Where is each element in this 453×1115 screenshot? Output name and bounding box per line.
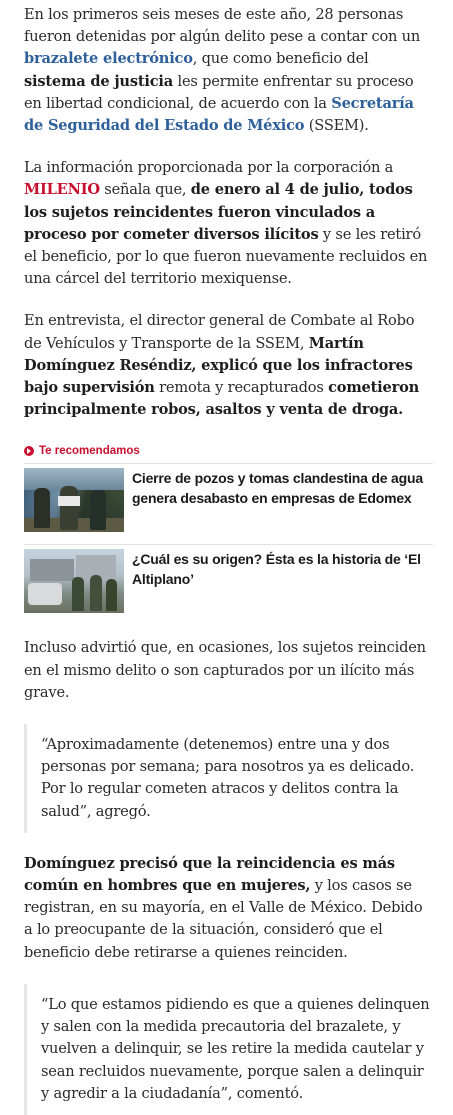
- text: , que como beneficio del: [192, 50, 369, 68]
- text: señala que,: [99, 181, 191, 199]
- bold-text: de enero al 4 de julio, todos los sujetos reincidentes fueron vinculados a proceso por cometer diversos ilícitos: [24, 181, 413, 243]
- text: les permite enfrentar su proceso en libertad condicional, de acuerdo con la: [24, 72, 414, 112]
- link-brazalete-electronico[interactable]: brazalete electrónico: [24, 50, 193, 68]
- paragraph-4: Incluso advirtió que, en ocasiones, los sujetos reinciden en el mismo delito o son capturados por un ilícito más grave.: [24, 639, 426, 701]
- bold-text: Martín Domínguez Reséndiz, explicó que los infractores bajo supervisión: [24, 334, 413, 397]
- bold-text: Domínguez precisó que la reincidencia es más común en hombres que en mujeres,: [24, 854, 395, 895]
- play-circle-icon: [24, 446, 34, 456]
- paragraph-5: [24, 853, 433, 964]
- recommended-header: [24, 443, 433, 459]
- recommended-thumbnail[interactable]: [24, 549, 124, 613]
- text: y los casos se registran, en su mayoría, en el Valle de México. Debido a lo preocupante de la situación, consideró que el beneficio debe retirarse a quienes reinciden.: [24, 877, 423, 961]
- blockquote: [24, 724, 433, 833]
- text: La información proporcionada por la corporación a: [24, 159, 394, 177]
- paragraph-1: [24, 0, 433, 137]
- link-ssem[interactable]: Secretaría de Seguridad del Estado de México: [24, 94, 414, 135]
- bold-text: cometieron principalmente robos, asaltos y venta de droga.: [24, 379, 420, 419]
- text: y se les retiró el beneficio, por lo que fueron nuevamente recluidos en una cárcel del territorio mexiquense.: [24, 225, 428, 288]
- text: (SSEM).: [304, 117, 369, 135]
- blockquote: [24, 984, 433, 1115]
- recommended-thumbnail[interactable]: [24, 468, 124, 532]
- quote-text: “Aproximadamente (detenemos) entre una y dos personas por semana; para nosotros ya es delicado. Por lo regular cometen atracos y delitos contra la salud”, agregó.: [41, 736, 415, 820]
- quote-text: “Lo que estamos pidiendo es que a quienes delinquen y salen con la medida precautoria del brazalete, y vuelven a delinquir, se les retire la medida cautelar y sean recluidos nuevamente, porque salen a delinquir y agredir a la ciudadanía”, comentó.: [41, 995, 430, 1102]
- recommended-title[interactable]: Cierre de pozos y tomas clandestina de agua genera desabasto en empresas de Edomex: [132, 470, 423, 507]
- paragraph-2: [24, 157, 433, 290]
- text: En entrevista, el director general de Combate al Robo de Vehículos y Transporte de la SSEM,: [24, 312, 415, 352]
- link-milenio[interactable]: MILENIO: [24, 181, 100, 199]
- recommended-title[interactable]: ¿Cuál es su origen? Ésta es la historia de ‘El Altiplano’: [132, 551, 421, 588]
- recommended-item[interactable]: [24, 544, 433, 613]
- text: remota y recapturados: [154, 379, 329, 397]
- recommended-header-label: Te recomendamos: [39, 445, 140, 458]
- text: En los primeros seis meses de este año, 28 personas fueron detenidas por algún delito pese a contar con un: [24, 6, 421, 46]
- paragraph-3: [24, 310, 433, 421]
- recommended-block: [24, 443, 433, 613]
- bold-text: sistema de justicia: [24, 72, 174, 90]
- recommended-item[interactable]: [24, 463, 433, 532]
